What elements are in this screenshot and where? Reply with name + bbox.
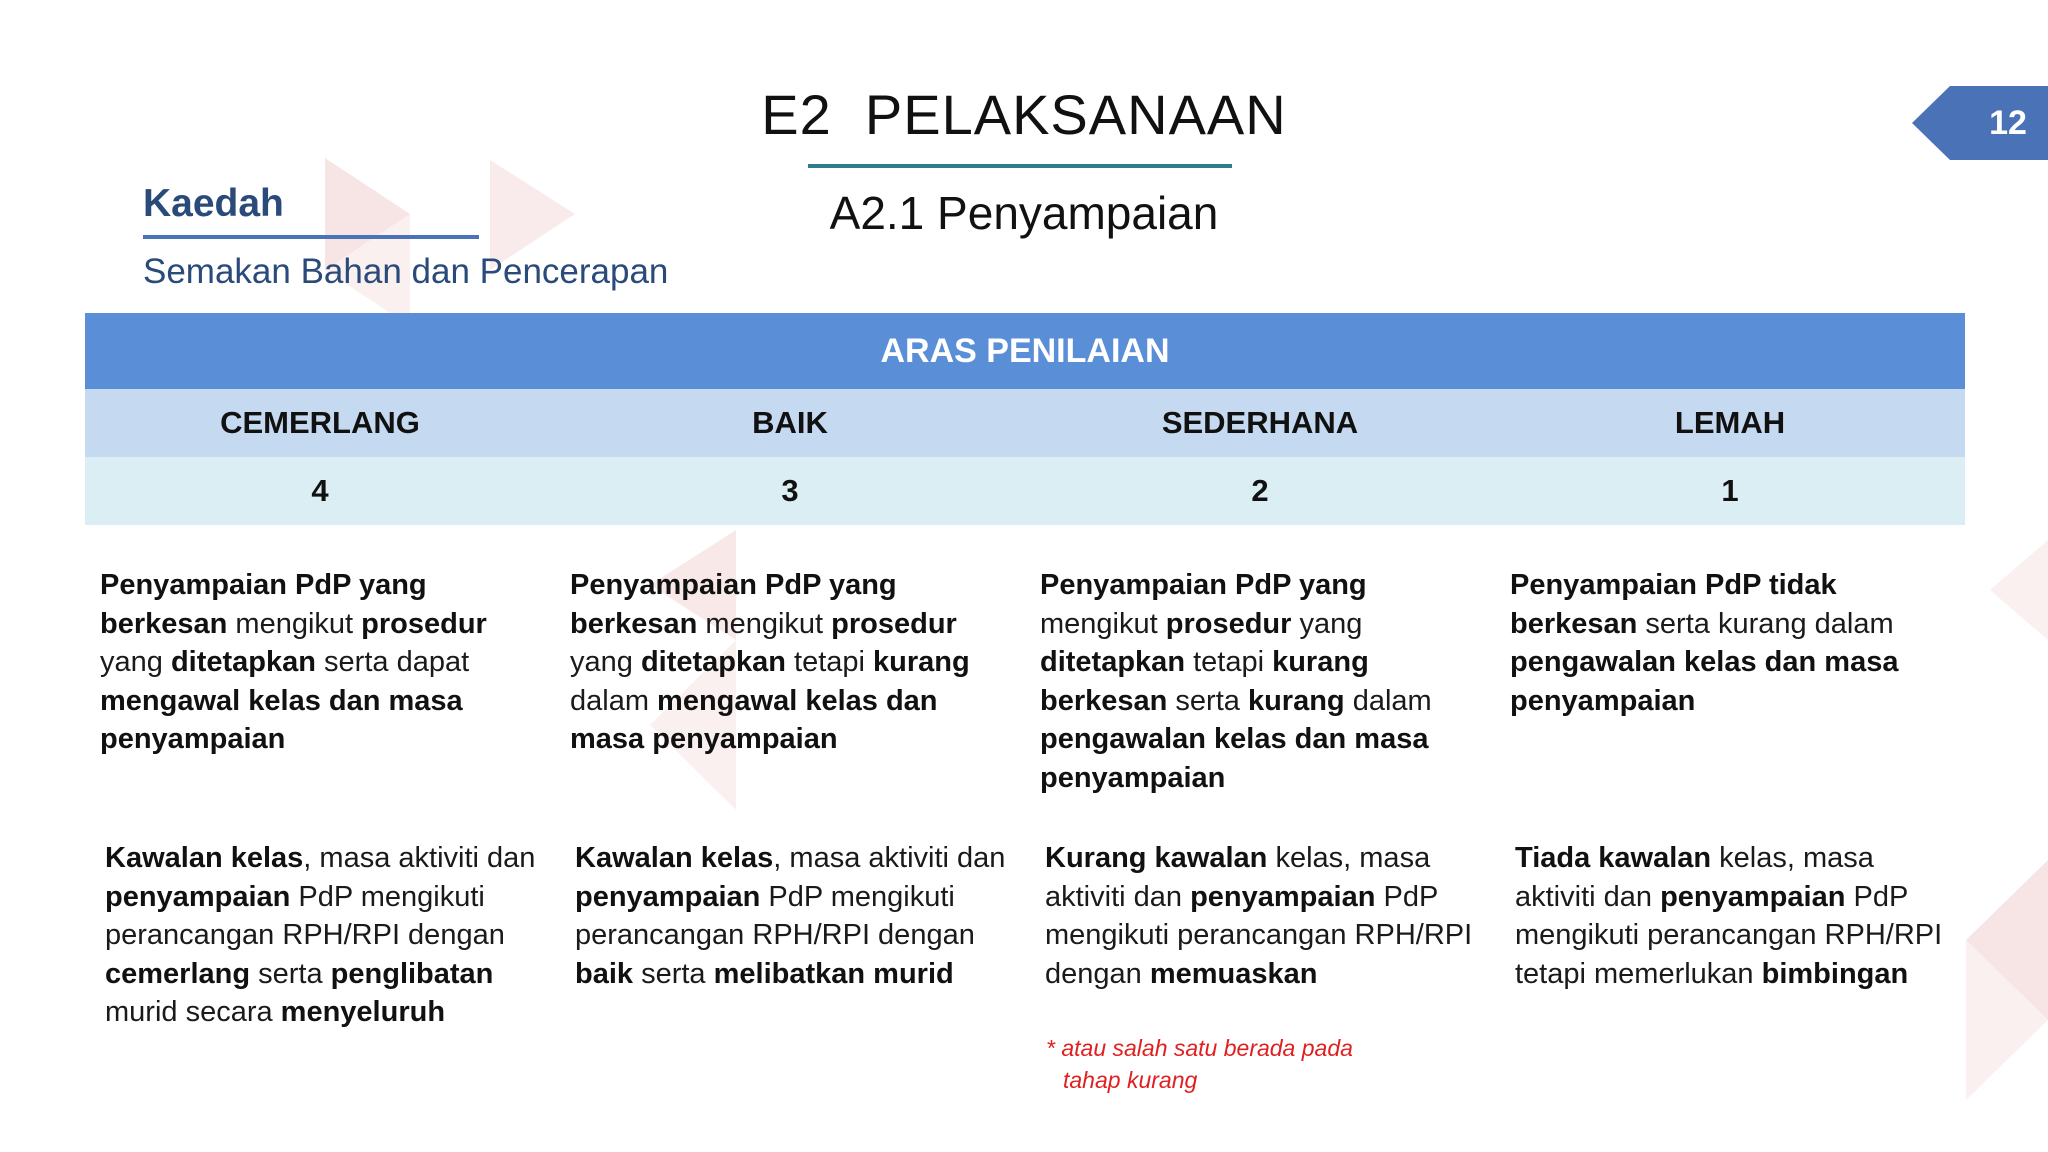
score-4: 4 (311, 473, 329, 508)
level-baik: BAIK (752, 405, 828, 440)
footnote-line-2: tahap kurang (1063, 1067, 1198, 1093)
descriptor-run: PdP mengikuti perancangan RPH/RPI dengan (1045, 880, 1473, 990)
descriptor-run: Tiada kawalan (1515, 842, 1712, 874)
descriptor-run: ditetapkan (640, 646, 786, 678)
descriptor-run: cemerlang (105, 957, 251, 990)
descriptor-run: Penyampaian PdP yang berkesan (100, 569, 427, 640)
descriptor-run: Kurang kawalan (1045, 842, 1268, 874)
descriptor-run: tetapi (1185, 646, 1273, 678)
descriptor-run: kelas, masa aktiviti dan (1045, 842, 1431, 913)
descriptor-run: mengawal kelas dan masa penyampaian (570, 684, 938, 755)
descriptor-run: kurang (873, 646, 970, 678)
descriptor-run: ditetapkan (1040, 646, 1186, 678)
descriptor-run: bimbingan (1761, 957, 1909, 990)
footnote-line-1: * atau salah satu berada pada (1046, 1035, 1353, 1061)
level-lemah: LEMAH (1674, 405, 1786, 440)
descriptor-run: yang (100, 646, 171, 678)
descriptor-run: serta (250, 957, 331, 990)
descriptor-baik-1 (570, 566, 1010, 759)
descriptor-run: kurang berkesan (1040, 646, 1369, 717)
level-cemerlang: CEMERLANG (220, 405, 420, 440)
slide-title: E2 PELAKSANAAN (761, 83, 1287, 146)
descriptor-run: pengawalan kelas dan masa penyampaian (1040, 723, 1429, 794)
method-value: Semakan Bahan dan Pencerapan (143, 252, 669, 291)
descriptor-run: Penyampaian PdP yang berkesan (570, 569, 897, 640)
descriptor-run: kelas, masa aktiviti dan (1515, 842, 1874, 913)
level-sederhana: SEDERHANA (1161, 405, 1359, 440)
descriptor-run: mengikut (227, 607, 362, 640)
descriptor-run: PdP mengikuti perancangan RPH/RPI dengan (105, 880, 505, 951)
descriptor-run: baik (575, 957, 634, 990)
page-number-badge (1912, 86, 2048, 160)
descriptor-run: yang (570, 646, 641, 678)
descriptor-sederhana-1 (1040, 566, 1480, 797)
rubric-table (85, 313, 1965, 525)
descriptor-run: prosedur (1165, 607, 1292, 640)
descriptor-run: penyampaian (105, 880, 291, 913)
rubric-header: ARAS PENILAIAN (85, 313, 1965, 389)
descriptor-run: tetapi (785, 646, 874, 678)
descriptor-run: dalam (570, 684, 658, 717)
method-label: Kaedah (143, 182, 284, 225)
descriptor-cemerlang-2 (105, 839, 545, 1032)
descriptor-run: yang (1291, 607, 1363, 640)
level-row (85, 389, 1965, 457)
descriptor-run: Penyampaian PdP tidak berkesan (1510, 569, 1837, 640)
descriptor-run: Kawalan kelas (575, 842, 774, 874)
descriptor-run: serta kurang dalam (1637, 607, 1894, 640)
descriptor-baik-2 (575, 839, 1015, 993)
descriptor-run: Kawalan kelas (105, 842, 304, 874)
descriptor-run: prosedur (831, 607, 957, 640)
page-number: 12 (1989, 104, 2027, 142)
descriptor-run: memuaskan (1149, 957, 1318, 990)
descriptor-run: Penyampaian PdP yang (1040, 569, 1367, 601)
descriptor-run: ditetapkan (170, 646, 316, 678)
descriptor-sederhana-2 (1045, 839, 1485, 993)
descriptor-run: melibatkan murid (713, 957, 954, 990)
descriptor-run: penglibatan (330, 957, 494, 990)
score-3: 3 (781, 473, 799, 508)
descriptor-run: murid secara (105, 996, 281, 1028)
descriptor-run: mengikut (697, 607, 832, 640)
slide-subtitle: A2.1 Penyampaian (829, 187, 1219, 239)
descriptor-run: menyeluruh (280, 996, 446, 1028)
method-underline (143, 235, 479, 239)
descriptor-run: mengikut (1040, 607, 1166, 640)
title-underline (808, 164, 1232, 168)
descriptor-run: serta dapat (315, 646, 470, 678)
descriptor-run: pengawalan kelas dan masa penyampaian (1510, 646, 1899, 717)
score-2: 2 (1251, 473, 1269, 508)
descriptor-run: penyampaian (1190, 880, 1376, 913)
descriptor-run: PdP mengikuti perancangan RPH/RPI tetapi memerlukan (1515, 880, 1943, 990)
descriptor-run: mengawal kelas dan masa penyampaian (100, 684, 463, 755)
descriptor-lemah-2 (1515, 839, 1955, 993)
descriptor-run: penyampaian (575, 880, 761, 913)
descriptor-run: serta (1167, 684, 1248, 717)
descriptor-run: kurang (1247, 684, 1345, 717)
descriptor-run: , masa aktiviti dan (773, 842, 1006, 874)
footnote (1046, 1032, 1353, 1096)
descriptor-run: PdP mengikuti perancangan RPH/RPI dengan (575, 880, 975, 951)
descriptor-run: dalam (1344, 684, 1432, 717)
descriptor-lemah-1 (1510, 566, 1960, 720)
descriptor-run: serta (633, 957, 714, 990)
descriptor-cemerlang-1 (100, 566, 540, 759)
score-1: 1 (1721, 473, 1739, 508)
score-row (85, 457, 1965, 525)
descriptor-run: prosedur (361, 607, 487, 640)
descriptor-run: penyampaian (1660, 880, 1846, 913)
descriptor-run: , masa aktiviti dan (303, 842, 536, 874)
